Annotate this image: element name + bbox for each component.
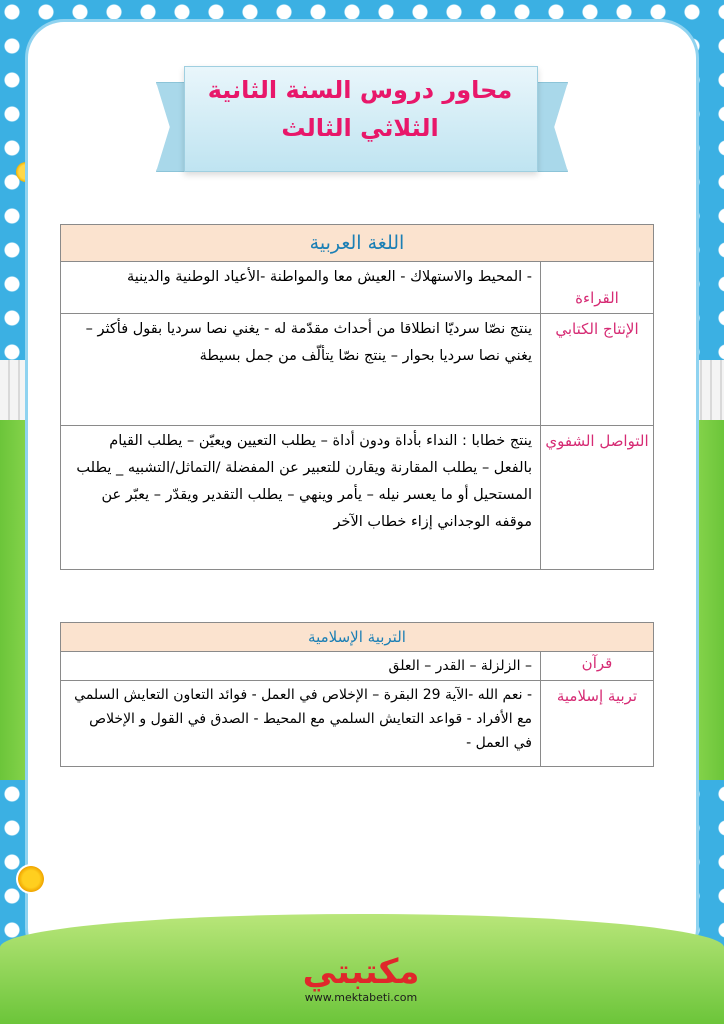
row-label-quran: قرآن [541, 652, 654, 681]
page-title: محاور دروس السنة الثانية [207, 76, 513, 104]
arabic-language-table [60, 224, 654, 570]
row-content-reading: - المحيط والاستهلاك - العيش معا والمواطنة -الأعياد الوطنية والدينية [61, 262, 541, 314]
islamic-header: التربية الإسلامية [61, 623, 654, 652]
flower-icon [16, 864, 46, 894]
row-content-islamic: - نعم الله -الآية 29 البقرة – الإخلاص في العمل - فوائد التعاون التعايش السلمي مع الأفراد - قواعد التعايش السلمي مع المحيط - الصدق في القول و الإخلاص في العمل - [61, 681, 541, 767]
page-subtitle: الثلاثي الثالث [281, 114, 439, 142]
row-content-oral: ينتج خطابا : النداء بأداة ودون أداة – يطلب التعيين ويعيّن – يطلب القيام بالفعل – يطلب المقارنة ويقارن للتعبير عن المفضلة /التماثل/التشبيه _ يطلب المستحيل أو ما يعسر نيله – يأمر وينهي – يطلب التقدير ويقدّر – يعبّر عن موقفه الوجداني إزاء خطاب الآخر [61, 426, 541, 570]
sun-icon [16, 162, 36, 182]
row-content-writing: ينتج نصّا سرديّا انطلاقا من أحداث مقدّمة له - يغني نصا سرديا بقول فأكثر – يغني نصا سرديا بحوار – ينتج نصّا يتألّف من جمل بسيطة [61, 314, 541, 426]
row-label-writing: الإنتاج الكتابي [541, 314, 654, 426]
row-label-reading: القراءة [541, 262, 654, 314]
row-label-oral: التواصل الشفوي [541, 426, 654, 570]
arabic-header: اللغة العربية [61, 225, 654, 262]
mektabeti-logo [256, 952, 466, 1006]
logo-url: www.mektabeti.com [304, 991, 418, 1004]
row-content-quran: – الزلزلة – القدر – العلق [61, 652, 541, 681]
row-label-islamic: تربية إسلامية [541, 681, 654, 767]
islamic-education-table [60, 622, 654, 767]
logo-text: مكتبتي [302, 952, 420, 992]
